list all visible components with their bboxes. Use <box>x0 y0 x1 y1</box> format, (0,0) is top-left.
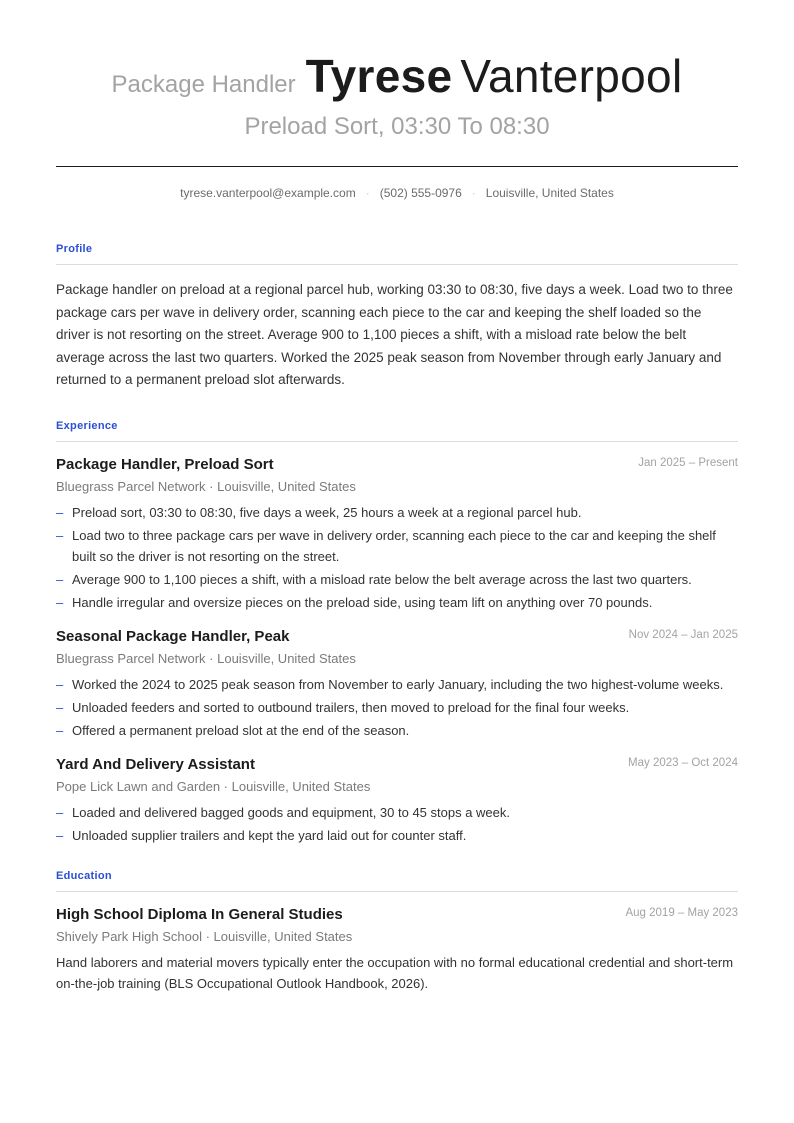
header-divider <box>56 166 738 167</box>
profile-text: Package handler on preload at a regional parcel hub, working 03:30 to 08:30, five days a week. Load two to three package cars per wave in delivery order, scanning each piece to the car and keeping the shelf loaded so the driver is not resorting on the street. Average 900 to 1,100 pieces a shift, with a misload rate below the belt average across the last two quarters. Worked the 2025 peak season from November through early January and returned to a permanent preload slot afterwards. <box>56 282 733 387</box>
resume-page <box>56 0 738 994</box>
education-note: Hand laborers and material movers typically enter the occupation with no formal educational credential and short-term on-the-job training (BLS Occupational Outlook Handbook, 2026). <box>56 954 734 991</box>
section-divider <box>56 891 738 892</box>
job-dates: Jan 2025 – Present <box>638 456 738 469</box>
degree-title: High School Diploma In General Studies <box>56 905 343 923</box>
job-title: Package Handler, Preload Sort <box>56 455 274 473</box>
role-label: Package Handler <box>111 71 296 98</box>
separator-dot: · <box>471 186 476 200</box>
job-bullets <box>56 502 738 613</box>
resume-header <box>56 0 738 142</box>
job-bullet: – Handle irregular and oversize pieces on the preload side, using team lift on anything over 70 pounds. <box>56 592 738 613</box>
name-line <box>56 50 738 102</box>
job-bullets <box>56 674 738 741</box>
job-organization: Bluegrass Parcel Network · Louisville, United States <box>56 650 356 666</box>
section-title-education: Education <box>56 869 112 882</box>
job-dates: Nov 2024 – Jan 2025 <box>628 628 738 641</box>
contact-email[interactable]: tyrese.vanterpool@example.com <box>180 186 356 200</box>
job-bullet: – Unloaded feeders and sorted to outbound trailers, then moved to preload for the final four weeks. <box>56 697 738 718</box>
header-subtitle: Preload Sort, 03:30 To 08:30 <box>244 113 550 140</box>
separator-dot: · <box>365 186 370 200</box>
job-entry <box>56 755 738 846</box>
job-bullet: – Average 900 to 1,100 pieces a shift, with a misload rate below the belt average across the last two quarters. <box>56 569 738 590</box>
job-bullet: – Worked the 2024 to 2025 peak season from November to early January, including the two highest-volume weeks. <box>56 674 738 695</box>
education-section <box>56 870 738 994</box>
job-organization: Pope Lick Lawn and Garden · Louisville, United States <box>56 778 371 794</box>
job-bullet: – Loaded and delivered bagged goods and equipment, 30 to 45 stops a week. <box>56 802 738 823</box>
profile-section <box>56 243 738 392</box>
section-divider <box>56 264 738 265</box>
job-bullet: – Load two to three package cars per wave in delivery order, scanning each piece to the car and keeping the shelf built so the driver is not resorting on the street. <box>56 525 738 567</box>
section-title-profile: Profile <box>56 243 93 255</box>
job-entry <box>56 627 738 741</box>
job-entry <box>56 455 738 613</box>
job-title: Seasonal Package Handler, Peak <box>56 627 290 645</box>
experience-section <box>56 420 738 846</box>
contact-phone[interactable]: (502) 555-0976 <box>379 186 462 200</box>
education-dates: Aug 2019 – May 2023 <box>625 906 738 919</box>
job-bullets <box>56 802 738 846</box>
contact-line <box>56 185 738 201</box>
section-divider <box>56 441 738 442</box>
first-name: Tyrese <box>305 50 453 102</box>
education-entry <box>56 905 738 994</box>
school-name: Shively Park High School · Louisville, United States <box>56 928 353 944</box>
job-title: Yard And Delivery Assistant <box>56 755 255 773</box>
job-bullet: – Preload sort, 03:30 to 08:30, five days a week, 25 hours a week at a regional parcel hub. <box>56 502 738 523</box>
last-name: Vanterpool <box>460 50 683 102</box>
job-organization: Bluegrass Parcel Network · Louisville, United States <box>56 478 356 494</box>
job-bullet: – Unloaded supplier trailers and kept the yard laid out for counter staff. <box>56 825 738 846</box>
section-title-experience: Experience <box>56 419 118 432</box>
job-bullet: – Offered a permanent preload slot at the end of the season. <box>56 720 738 741</box>
contact-location: Louisville, United States <box>485 186 614 200</box>
job-dates: May 2023 – Oct 2024 <box>628 756 738 769</box>
